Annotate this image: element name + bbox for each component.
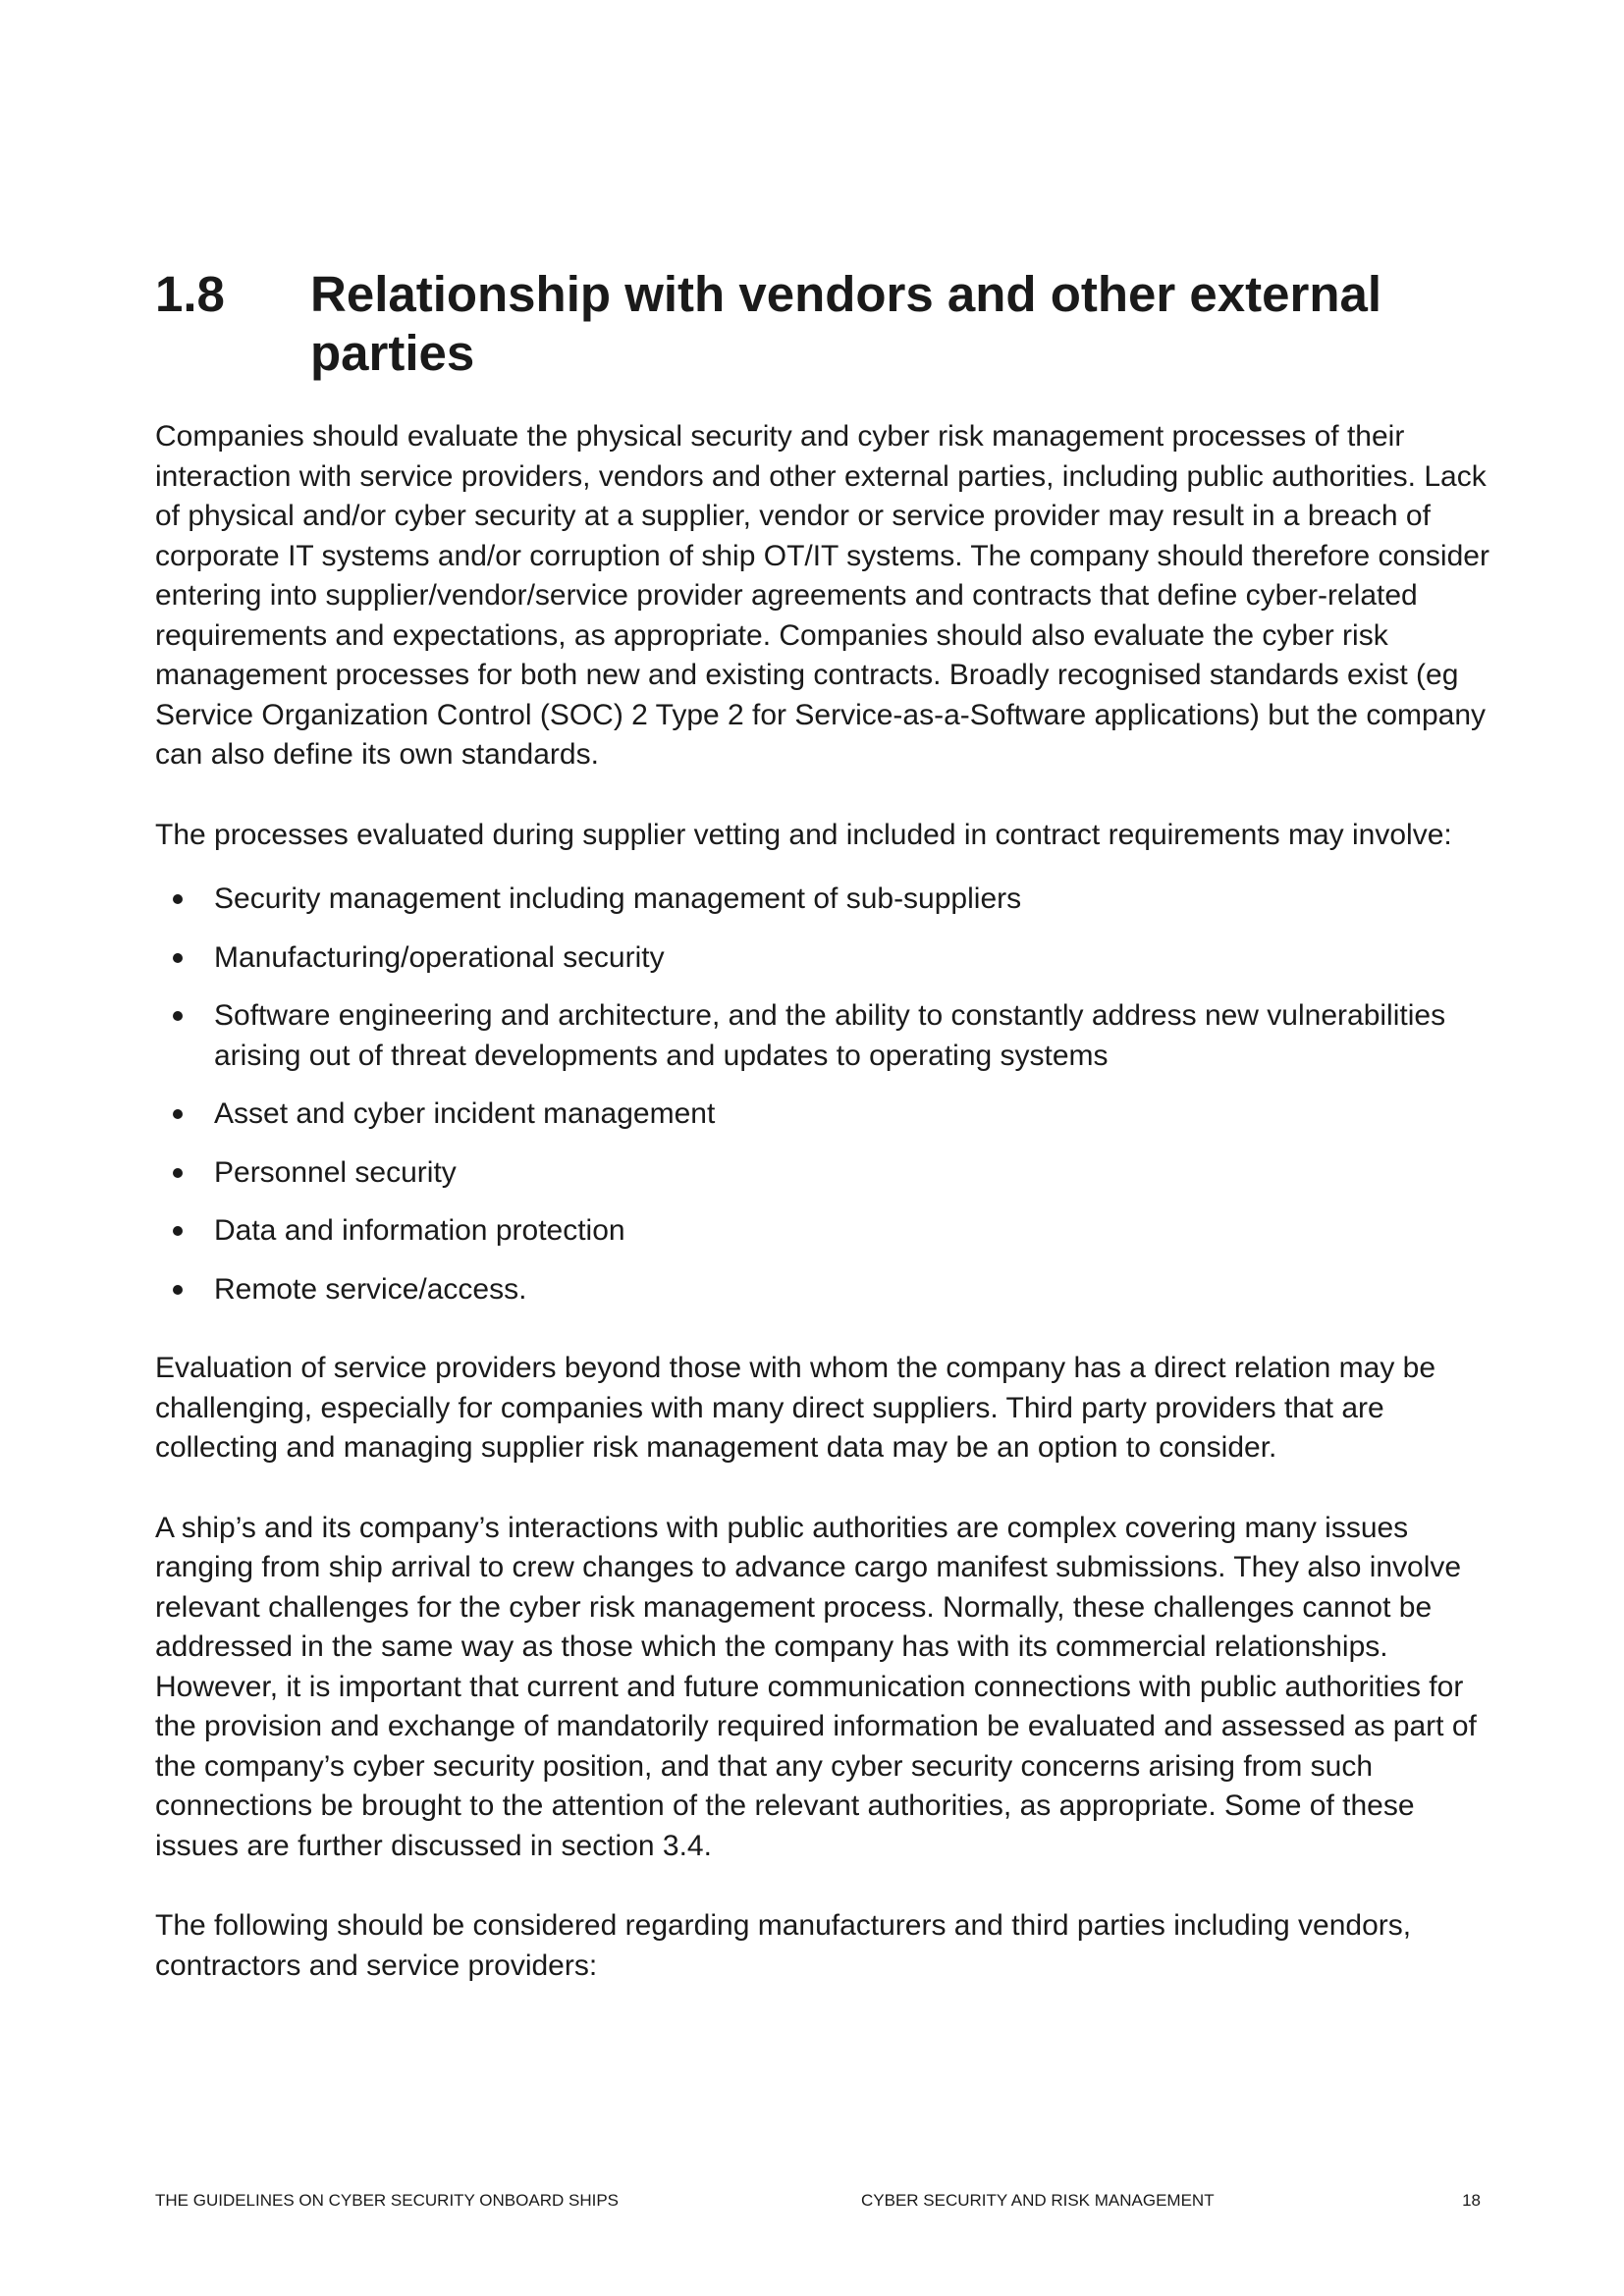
bullet-icon <box>173 953 183 963</box>
list-item <box>155 1153 1490 1194</box>
section-title: Relationship with vendors and other external parties <box>310 266 1382 381</box>
list-item-text: Remote service/access. <box>214 1272 527 1306</box>
list-item-text: Data and information protection <box>214 1214 625 1247</box>
section-heading <box>155 265 1432 383</box>
bullet-icon <box>173 1285 183 1295</box>
paragraph-public-authorities: A ship’s and its company’s interactions with public authorities are complex covering many issues ranging from ship arrival to crew changes to advance cargo manifest submissions. They also involve relevant challenges for the cyber risk management process. Normally, these challenges cannot be addressed in the same way as those which the company has with its commercial relationships. However, it is important that current and future communication connections with public authorities for the provision and exchange of mandatorily required information be evaluated and assessed as part of the company’s cyber security position, and that any cyber security concerns arising from such connections be brought to the attention of the relevant authorities, as appropriate. Some of these issues are further discussed in section 3.4. <box>155 1511 1477 1862</box>
list-item <box>155 996 1490 1076</box>
list-item-text: Personnel security <box>214 1155 457 1189</box>
paragraph-processes: The processes evaluated during supplier vetting and included in contract requirements may involve: <box>155 818 1452 851</box>
list-item <box>155 1211 1490 1252</box>
list-item-text: Manufacturing/operational security <box>214 940 665 974</box>
bullet-icon <box>173 1168 183 1178</box>
list-item-text: Software engineering and architecture, and the ability to constantly address new vulnerabilities arising out of threat developments and updates to operating systems <box>214 999 1446 1072</box>
paragraph-considerations: The following should be considered regarding manufacturers and third parties including vendors, contractors and service providers: <box>155 1909 1412 1982</box>
paragraph-evaluation: Evaluation of service providers beyond those with whom the company has a direct relation may be challenging, especially for companies with many direct suppliers. Third party providers that are collecting and managing supplier risk management data may be an option to consider. <box>155 1352 1436 1464</box>
paragraph-intro: Companies should evaluate the physical security and cyber risk management processes of their interaction with service providers, vendors and other external parties, including public authorities. Lack of physical and/or cyber security at a supplier, vendor or service provider may result in a breach of corporate IT systems and/or corruption of ship OT/IT systems. The company should therefore consider entering into supplier/vendor/service provider agreements and contracts that define cyber-related requirements and expectations, as appropriate. Companies should also evaluate the cyber risk management processes for both new and existing contracts. Broadly recognised standards exist (eg Service Organization Control (SOC) 2 Type 2 for Service-as-a-Software applications) but the company can also define its own standards. <box>155 420 1489 771</box>
bullet-icon <box>173 1226 183 1236</box>
bullet-list <box>155 880 1490 1309</box>
body-content <box>155 417 1490 2026</box>
footer-chapter-title: CYBER SECURITY AND RISK MANAGEMENT <box>861 2191 1215 2210</box>
bullet-icon <box>173 894 183 904</box>
list-item <box>155 880 1490 920</box>
list-item <box>155 1270 1490 1310</box>
list-item <box>155 1095 1490 1135</box>
bullet-icon <box>173 1011 183 1021</box>
list-item-text: Asset and cyber incident management <box>214 1097 716 1130</box>
list-item-text: Security management including management of sub-suppliers <box>214 882 1022 915</box>
footer-page-number: 18 <box>1462 2191 1481 2210</box>
list-item <box>155 938 1490 979</box>
section-number: 1.8 <box>155 266 225 322</box>
footer-document-title: THE GUIDELINES ON CYBER SECURITY ONBOARD SHIPS <box>155 2191 619 2210</box>
bullet-icon <box>173 1109 183 1119</box>
